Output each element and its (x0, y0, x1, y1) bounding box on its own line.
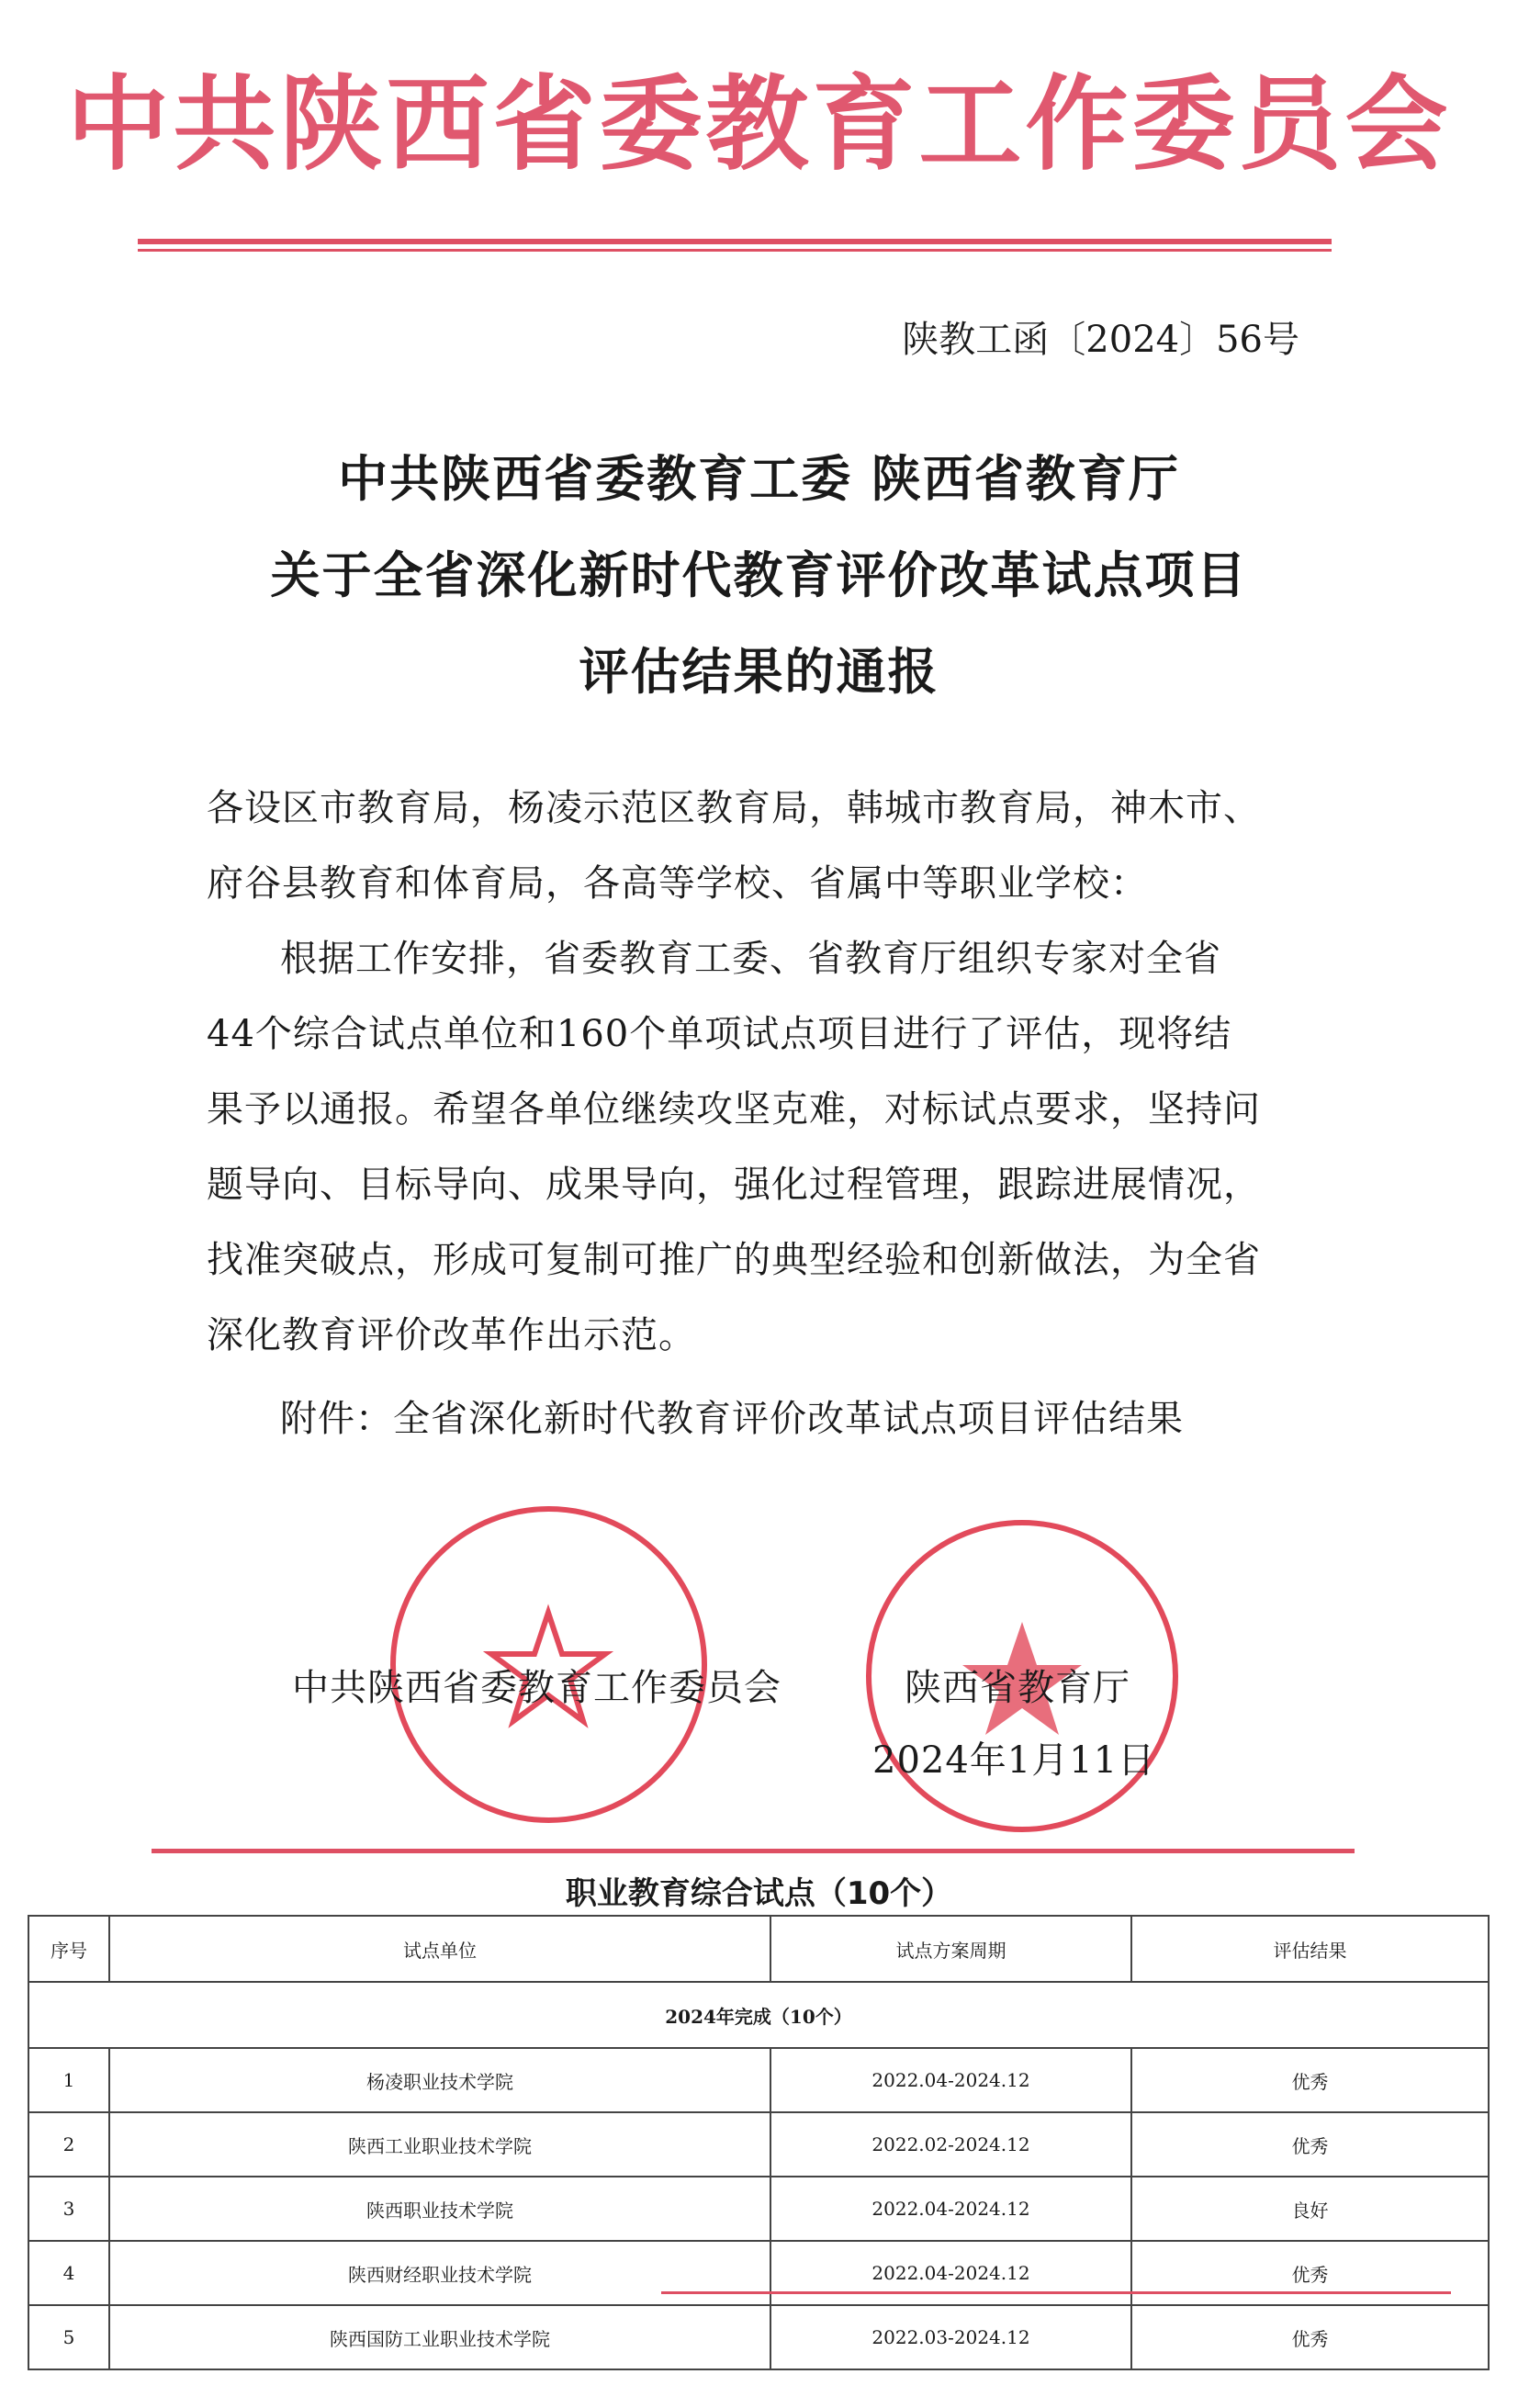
row-result: 优秀 (1131, 2241, 1489, 2305)
table-row (28, 2048, 1489, 2112)
row-period: 2022.04-2024.12 (770, 2177, 1131, 2241)
body-line-2: 44个综合试点单位和160个单项试点项目进行了评估，现将结 (207, 1013, 1232, 1055)
row-unit: 杨凌职业技术学院 (109, 2048, 770, 2112)
row-result: 良好 (1131, 2177, 1489, 2241)
signature-org-2: 陕西省教育厅 (905, 1667, 1130, 1709)
party-committee-seal (390, 1506, 707, 1823)
letterhead-rule (138, 239, 1332, 244)
body-line-4: 题导向、目标导向、成果导向，强化过程管理，跟踪进展情况， (207, 1164, 1261, 1206)
row-no: 5 (28, 2305, 109, 2369)
table-row (28, 2112, 1489, 2177)
row-period: 2022.02-2024.12 (770, 2112, 1131, 2177)
table-title: 职业教育综合试点（10个） (565, 1875, 953, 1912)
letterhead-title: 中共陕西省委教育工作委员会 (66, 65, 1452, 185)
row-period: 2022.04-2024.12 (770, 2048, 1131, 2112)
title-line-2: 关于全省深化新时代教育评价改革试点项目 (270, 546, 1248, 604)
addressee-line-1: 各设区市教育局，杨凌示范区教育局，韩城市教育局，神木市、 (207, 787, 1261, 829)
row-period: 2022.03-2024.12 (770, 2305, 1131, 2369)
header-period: 试点方案周期 (770, 1916, 1131, 1982)
row-unit: 陕西职业技术学院 (109, 2177, 770, 2241)
row-unit: 陕西工业职业技术学院 (109, 2112, 770, 2177)
row-unit: 陕西财经职业技术学院 (109, 2241, 770, 2305)
title-line-3: 评估结果的通报 (579, 643, 939, 701)
title-line-1: 中共陕西省委教育工委 陕西省教育厅 (338, 450, 1180, 508)
signature-org-1: 中共陕西省委教育工作委员会 (292, 1667, 781, 1709)
separator-rule (152, 1849, 1355, 1853)
body-line-5: 找准突破点，形成可复制可推广的典型经验和创新做法，为全省 (207, 1239, 1261, 1281)
letterhead-rule-thin (138, 249, 1332, 252)
row-result: 优秀 (1131, 2305, 1489, 2369)
group-label: 2024年完成（10个） (28, 1982, 1489, 2048)
attachment-note: 附件：全省深化新时代教育评价改革试点项目评估结果 (280, 1398, 1184, 1440)
body-line-6: 深化教育评价改革作出示范。 (207, 1314, 696, 1356)
row-period: 2022.04-2024.12 (770, 2241, 1131, 2305)
header-unit: 试点单位 (109, 1916, 770, 1982)
row-no: 3 (28, 2177, 109, 2241)
row-result: 优秀 (1131, 2112, 1489, 2177)
table-row (28, 2305, 1489, 2369)
row-no: 2 (28, 2112, 109, 2177)
results-table (28, 1915, 1490, 2370)
header-no: 序号 (28, 1916, 109, 1982)
table-overlay-rule (661, 2291, 1451, 2294)
header-result: 评估结果 (1131, 1916, 1489, 1982)
signature-date: 2024年1月11日 (872, 1739, 1156, 1782)
row-result: 优秀 (1131, 2048, 1489, 2112)
body-line-1: 根据工作安排，省委教育工委、省教育厅组织专家对全省 (280, 938, 1221, 980)
table-row (28, 2241, 1489, 2305)
row-unit: 陕西国防工业职业技术学院 (109, 2305, 770, 2369)
table-row (28, 2177, 1489, 2241)
addressee-line-2: 府谷县教育和体育局，各高等学校、省属中等职业学校： (207, 862, 1148, 905)
row-no: 4 (28, 2241, 109, 2305)
body-line-3: 果予以通报。希望各单位继续攻坚克难，对标试点要求，坚持问 (207, 1088, 1261, 1131)
seal-star-icon (396, 1512, 702, 1817)
row-no: 1 (28, 2048, 109, 2112)
document-number: 陕教工函〔2024〕56号 (902, 319, 1299, 361)
